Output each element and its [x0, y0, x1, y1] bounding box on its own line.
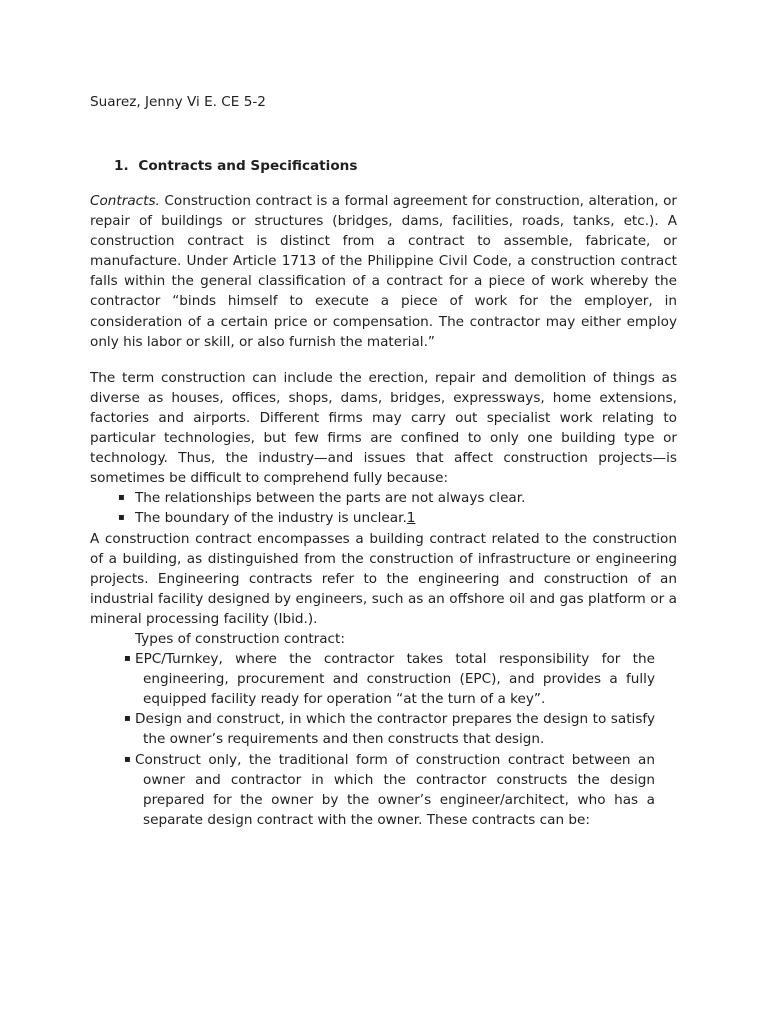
list-item-text: Design and construct, in which the contractor prepares the design to satisfy the owner’s requirements and then constructs that design. — [135, 711, 655, 748]
paragraph-term-construction: The term construction can include the erection, repair and demolition of things as diverse as houses, offices, shops, dams, bridges, expressways, home extensions, factories and airports. Different firms may carry out specialist work relating to particular technologies, but few firms are confined to only one building type or technology. Thus, the industry—and issues that affect construction projects—is sometimes be difficult to comprehend fully because: — [90, 369, 677, 487]
bullet-icon: ▪ — [118, 512, 125, 524]
contracts-lead-term: Contracts. — [90, 193, 160, 209]
list-item-text: The relationships between the parts are not always clear. — [135, 490, 526, 507]
contracts-text: Construction contract is a formal agreement for construction, alteration, or repair of buildings or structures (bridges, dams, facilities, roads, tanks, etc.). A construction contract is distinct from a contract to assemble, fabricate, or manufacture. Under Article 1713 of the Philippine Civil Code, a construction contract falls within the general classification of a contract for a piece of work whereby the contractor “binds himself to execute a piece of work for the employer, in consideration of a certain price or compensation. The contractor may either employ only his labor or skill, or also furnish the material.” — [90, 193, 677, 350]
footnote-link[interactable]: 1 — [406, 510, 416, 527]
bullet-icon: ▪ — [124, 713, 131, 725]
list-item — [90, 709, 655, 749]
section-title: Contracts and Specifications — [138, 158, 358, 174]
list-item-text: EPC/Turnkey, where the contractor takes total responsibility for the engineering, procurement and construction (EPC), and provides a fully equipped facility ready for operation “at the turn of a key”. — [135, 651, 655, 708]
list-item-text: The boundary of the industry is unclear. — [135, 510, 407, 527]
list-item — [90, 488, 677, 508]
types-list — [90, 649, 677, 830]
types-label: Types of construction contract: — [135, 630, 345, 647]
list-item — [90, 649, 655, 709]
author-line: Suarez, Jenny Vi E. CE 5-2 — [90, 94, 266, 110]
list-item-text: Construct only, the traditional form of construction contract between an owner and contractor in which the contractor constructs the design prepared for the owner by the owner’s engineer/architect, who has a separate design contract with the owner. These contracts can be: — [135, 751, 655, 828]
bullet-list — [90, 488, 677, 528]
paragraph-contracts — [90, 191, 677, 352]
bullet-icon: ▪ — [118, 492, 125, 504]
bullet-icon: ▪ — [124, 753, 131, 765]
paragraph-construction-contract: A construction contract encompasses a building contract related to the construction of a building, as distinguished from the construction of infrastructure or engineering projects. Engineering contracts refer to the engineering and construction of an industrial facility designed by engineers, such as an offshore oil and gas platform or a mineral processing facility (Ibid.). — [90, 530, 677, 627]
section-heading — [114, 156, 357, 176]
list-item — [90, 508, 677, 528]
section-number: 1. — [114, 158, 129, 174]
list-item — [90, 750, 655, 830]
bullet-icon: ▪ — [124, 653, 131, 665]
document-body — [90, 191, 677, 830]
